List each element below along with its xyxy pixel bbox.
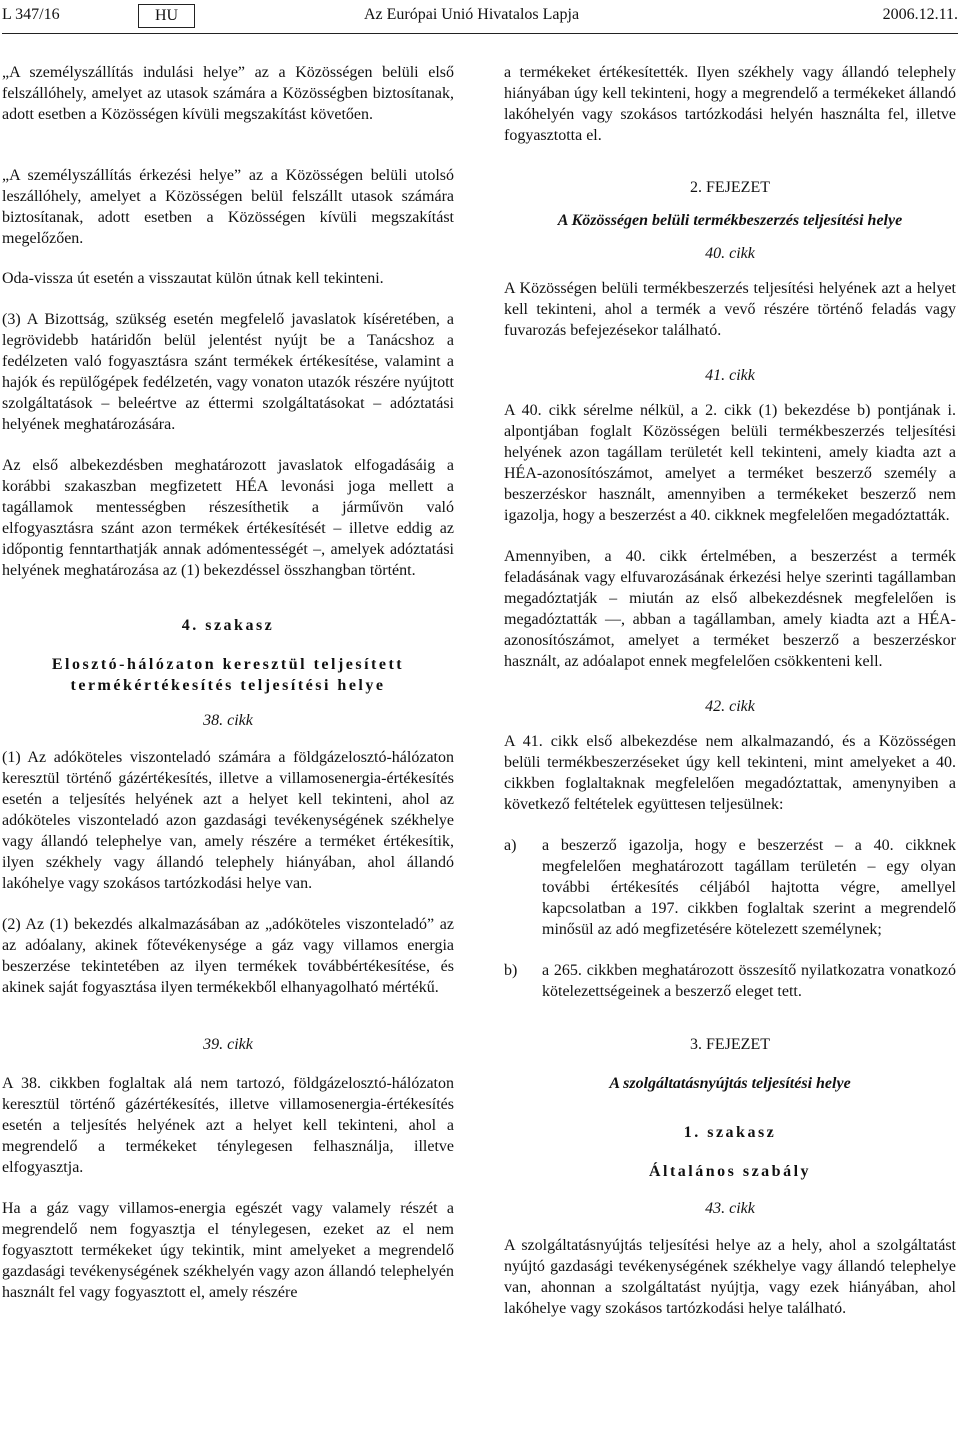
- list-item-text: a 265. cikkben meghatározott összesítő nyilatkozatra vonatkozó kötelezettségeinek a beszerző eleget tett.: [542, 962, 956, 1000]
- section-number: 4. szakasz: [181, 617, 275, 634]
- article-heading: 41. cikk: [705, 367, 755, 384]
- left-column: [2, 62, 454, 1303]
- chapter-number: 3. FEJEZET: [690, 1036, 770, 1053]
- paragraph: A 38. cikkben foglaltak alá nem tartozó, földgázelosztó-hálózaton keresztül történő gázértékesítés, illetve villamosenergia-értékesítés esetén a teljesítés helyének azt a helyet kell tekinteni, ahol a megrendelő a termékeket ténylegesen felhasználja, illetve elfogyasztja.: [2, 1075, 454, 1176]
- article-heading: 42. cikk: [705, 698, 755, 715]
- paragraph: Ha a gáz vagy villamos-energia egészét vagy valamely részét a megrendelő nem fogyasztja el ténylegesen, ezeket az el nem fogyasztott termékeket úgy tekintik, mint amelyeket a megrendelő gazdasági tevékenységének székhelyén vagy azon állandó telephelyén használt fel vagy fogyasztott el, amely részére: [2, 1200, 454, 1301]
- paragraph: Amennyiben, a 40. cikk értelmében, a beszerzést a termék feladásának vagy elfuvarozásának érkezési helye szerinti tagállamban megadóztatják – miután az első albekezdésnek megfelelően is megadóztatták —, abban a tagállamban, amely kiadta azt a HÉA-azonosítószámot, amelyet a terméket beszerző a beszerzéskor használt, az adóalapot ennek megfelelően csökkenteni kell.: [504, 548, 956, 670]
- article-heading: 39. cikk: [203, 1036, 253, 1053]
- language-code-box: HU: [138, 4, 195, 28]
- section-title: Általános szabály: [648, 1163, 812, 1180]
- list-item: [504, 835, 956, 940]
- paragraph: „A személyszállítás érkezési helye” az a Közösségen belüli utolsó leszállóhely, amelyet a Közösségen belül felszállt utasok számára biztosítanak, adott esetben a Közösségen kívüli megszakítást megelőzően.: [2, 167, 454, 247]
- paragraph: (2) Az (1) bekezdés alkalmazásában az „adóköteles viszonteladó” az az adóalany, akinek főtevékenysége a gáz vagy villamos energia beszerzése tekintetében az ilyen termékek továbbértékesítése, és akinek saját fogyasztása ilyen termékekből elhanyagolható mértékű.: [2, 916, 454, 996]
- list-item-label: a): [504, 837, 517, 854]
- paragraph: A 40. cikk sérelme nélkül, a 2. cikk (1) bekezdése b) pontjának i. alpontjában foglalt Közösségen belüli termékbeszerzés teljesítési helyének azon tagállam területét kell tekinteni, amely kiadta azt a HÉA-azonosítószámot, amelyet a terméket beszerző személy a beszerzéskor használt, amennyiben a termékeket beszerző nem igazolja, hogy a beszerzést a 40. cikknek megfelelően megadóztatták.: [504, 402, 956, 524]
- chapter-number: 2. FEJEZET: [690, 179, 770, 196]
- paragraph: A Közösségen belüli termékbeszerzés teljesítési helyének azt a helyet kell tekinteni, ahol a termék a vevő részére történő feladás vagy fuvarozás befejezésekor található.: [504, 280, 956, 339]
- list-item-label: b): [504, 962, 518, 979]
- list-item: [504, 960, 956, 1002]
- section-title: Elosztó-hálózaton keresztül teljesített termékértékesítés teljesítési helye: [51, 656, 405, 694]
- journal-title: Az Európai Unió Hivatalos Lapja: [364, 6, 580, 23]
- paragraph: A szolgáltatásnyújtás teljesítési helye az a hely, ahol a szolgáltatást nyújtó gazdasági tevékenységének székhelye vagy állandó telephelye van, ahonnan a szolgáltatást nyújtja, vagy ezek hiányában, ahol lakóhelye vagy szokásos tartózkodási helye található.: [504, 1237, 956, 1317]
- page-header: [2, 2, 958, 28]
- paragraph: a termékeket értékesítették. Ilyen székhely vagy állandó telephely hiányában úgy kell tekinteni, hogy a megrendelő a termékeket állandó lakóhelyén vagy szokásos tartózkodási helyén használta fel, illetve fogyasztotta el.: [504, 64, 956, 144]
- paragraph: (1) Az adóköteles viszonteladó számára a földgázelosztó-hálózaton keresztül történő gázértékesítés, illetve a villamosenergia-értékesítés esetén a teljesítés helyének azt a helyet kell tekinteni, ahol az adóköteles viszonteladó azon gazdasági tevékenységének székhelye vagy állandó telephelye van, amely részére a terméket értékesítik, ilyen székhely vagy állandó telephely hiányában, ahol állandó lakóhelye vagy szokásos tartózkodási helye van.: [2, 749, 454, 892]
- list-item-text: a beszerző igazolja, hogy e beszerzést – a 40. cikknek megfelelően meghatározott tagállam területén – egy olyan további értékesítés céljából hajtotta végre, amellyel kapcsolatban a 197. cikkben foglaltak szerint a megrendelő minősül az adó megfizetésére kötelezett személynek;: [542, 837, 956, 938]
- right-column: [504, 62, 956, 1319]
- publication-date: 2006.12.11.: [882, 6, 958, 23]
- article-heading: 38. cikk: [203, 712, 253, 729]
- paragraph: Oda-vissza út esetén a visszautat külön útnak kell tekinteni.: [2, 270, 384, 287]
- chapter-title: A szolgáltatásnyújtás teljesítési helye: [609, 1075, 851, 1092]
- paragraph: Az első albekezdésben meghatározott javaslatok elfogadásáig a korábbi szakaszban megfizetett HÉA levonási joga mellett a tagállamok mentességben részesíthetik a járművön való elfogyasztásra szánt azon termékek értékesítését – illetve eddig az időpontig fenntarthatják annak adómentességét –, amelyek adóztatási helyének meghatározása az (1) bekezdéssel összhangban történt.: [2, 457, 454, 579]
- section-number: 1. szakasz: [683, 1124, 777, 1141]
- page-reference: L 347/16: [2, 6, 60, 23]
- header-rule: [2, 33, 958, 34]
- article-heading: 43. cikk: [705, 1200, 755, 1217]
- chapter-title: A Közösségen belüli termékbeszerzés teljesítési helye: [557, 212, 903, 229]
- article-heading: 40. cikk: [705, 245, 755, 262]
- paragraph: „A személyszállítás indulási helye” az a Közösségen belüli első felszállóhely, amelyet az utasok számára a Közösségben biztosítanak, adott esetben a Közösségen kívüli megszakítást követően.: [2, 64, 454, 123]
- paragraph: (3) A Bizottság, szükség esetén megfelelő javaslatok kíséretében, a legrövidebb határidőn belül jelentést nyújt be a Tanácshoz a fedélzeten való fogyasztásra szánt termékek értékesítése, valamint a hajók és repülőgépek fedélzetén, vagy vonaton utazók részére nyújtott szolgáltatások – beleértve az éttermi szolgáltatásokat – adóztatási helyének meghatározására.: [2, 311, 454, 433]
- paragraph: A 41. cikk első albekezdése nem alkalmazandó, és a Közösségen belüli termékbeszerzéseket úgy kell tekinteni, mint amelyeket a 40. cikkben foglaltaknak megfelelően megadóztattak, amenynyiben a következő feltételek együttesen teljesülnek:: [504, 733, 956, 813]
